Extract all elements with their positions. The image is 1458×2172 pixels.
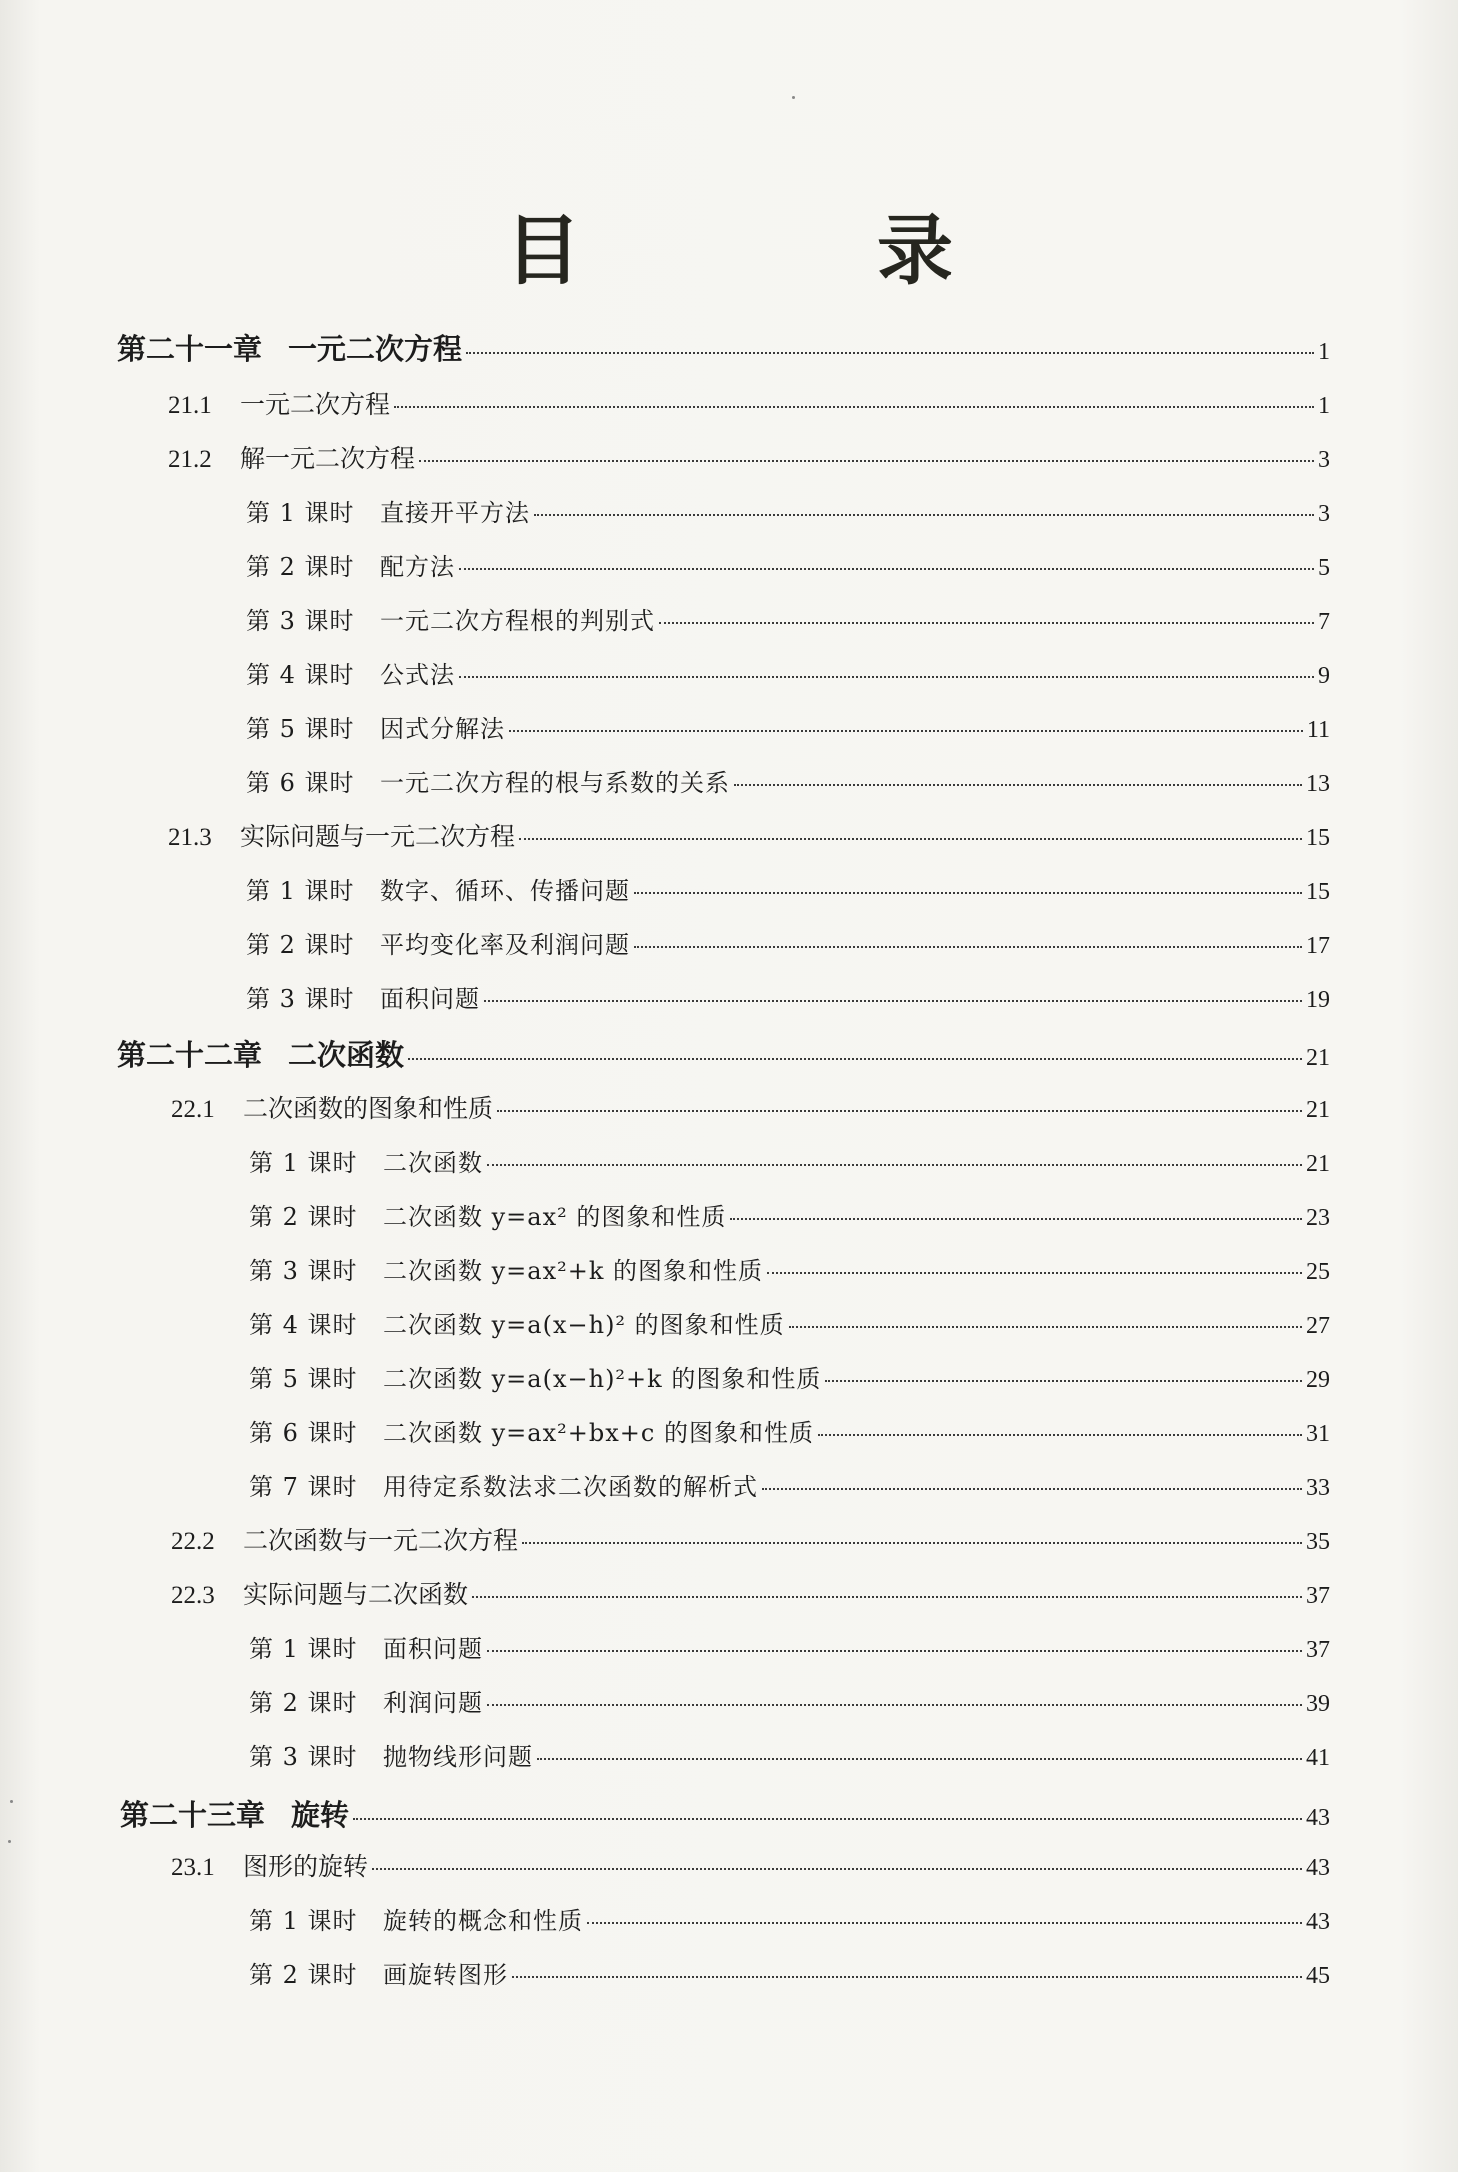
dot-leader: [372, 1868, 1302, 1870]
toc-entry-number: 22.2: [171, 1528, 215, 1555]
toc-lesson: [249, 1737, 1330, 1781]
toc-entry-number: 21.1: [168, 392, 212, 419]
paper-speck: [10, 1800, 13, 1803]
toc-page-number: 5: [1318, 555, 1330, 581]
toc-page-number: 7: [1318, 609, 1330, 635]
toc-lesson: [246, 763, 1330, 807]
toc-entry-title: 面积问题: [383, 1635, 483, 1663]
dot-leader: [762, 1488, 1302, 1490]
toc-page-number: 11: [1306, 717, 1330, 743]
toc-entry-title: 旋转的概念和性质: [383, 1907, 583, 1935]
dot-leader: [472, 1596, 1302, 1598]
toc-section: [171, 1575, 1330, 1619]
toc-entry-title: 数字、循环、传播问题: [380, 877, 630, 905]
toc-page-number: 27: [1306, 1313, 1330, 1339]
toc-chapter: [120, 1793, 1330, 1837]
toc-lesson: [249, 1359, 1330, 1403]
toc-entry-number: 第 3 课时: [249, 1257, 358, 1285]
dot-leader: [825, 1380, 1302, 1382]
toc-lesson: [246, 925, 1330, 969]
toc-page-number: 3: [1318, 501, 1330, 527]
toc-lesson: [249, 1197, 1330, 1241]
toc-page-number: 37: [1306, 1583, 1330, 1609]
dot-leader: [734, 784, 1302, 786]
toc-entry-number: 第二十二章: [117, 1038, 263, 1072]
toc-entry-title: 二次函数的图象和性质: [243, 1094, 494, 1123]
dot-leader: [484, 1000, 1302, 1002]
dot-leader: [587, 1922, 1302, 1924]
toc-entry-number: 第 1 课时: [246, 499, 355, 527]
toc-entry-number: 第 2 课时: [249, 1961, 358, 1989]
toc-entry-title: 二次函数: [383, 1149, 483, 1177]
toc-page-number: 25: [1306, 1259, 1330, 1285]
toc-page-number: 23: [1306, 1205, 1330, 1231]
toc-entry-title: 二次函数与一元二次方程: [243, 1526, 519, 1555]
toc-page-number: 9: [1318, 663, 1330, 689]
dot-leader: [634, 946, 1302, 948]
toc-page-number: 31: [1306, 1421, 1330, 1447]
toc-lesson: [249, 1683, 1330, 1727]
toc-page-number: 43: [1306, 1805, 1330, 1831]
toc-entry-title: 用待定系数法求二次函数的解析式: [383, 1473, 758, 1501]
toc-page-number: 15: [1306, 879, 1330, 905]
paper-speck: [8, 1840, 11, 1843]
dot-leader: [509, 730, 1303, 732]
toc-lesson: [246, 493, 1330, 537]
dot-leader: [534, 514, 1314, 516]
dot-leader: [459, 676, 1314, 678]
toc-entry-number: 第 5 课时: [246, 715, 355, 743]
toc-page-number: 35: [1306, 1529, 1330, 1555]
toc-entry-number: 21.3: [168, 824, 212, 851]
toc-page-number: 17: [1306, 933, 1330, 959]
toc-page-number: 21: [1306, 1097, 1330, 1123]
toc-entry-number: 第 1 课时: [249, 1149, 358, 1177]
toc-entry-number: 21.2: [168, 446, 212, 473]
toc-page-number: 15: [1306, 825, 1330, 851]
dot-leader: [519, 838, 1302, 840]
toc-entry-title: 直接开平方法: [380, 499, 530, 527]
toc-entry-number: 第二十一章: [117, 332, 263, 366]
toc-lesson: [246, 601, 1330, 645]
toc-lesson: [249, 1143, 1330, 1187]
toc-entry-number: 第 7 课时: [249, 1473, 358, 1501]
toc-section: [168, 439, 1330, 483]
toc-entry-number: 第 2 课时: [249, 1203, 358, 1231]
toc-page-number: 33: [1306, 1475, 1330, 1501]
paper-speck: [792, 96, 795, 99]
dot-leader: [659, 622, 1314, 624]
dot-leader: [408, 1058, 1302, 1060]
toc-entry-title: 一元二次方程: [288, 332, 463, 366]
toc-entry-title: 旋转: [291, 1798, 350, 1832]
toc-page-number: 43: [1306, 1909, 1330, 1935]
toc-entry-number: 第 4 课时: [246, 661, 355, 689]
dot-leader: [522, 1542, 1302, 1544]
toc-entry-title: 因式分解法: [380, 715, 505, 743]
toc-entry-title: 实际问题与二次函数: [243, 1580, 469, 1609]
toc-entry-title: 平均变化率及利润问题: [380, 931, 630, 959]
toc-entry-title: 利润问题: [383, 1689, 483, 1717]
toc-page-number: 21: [1306, 1045, 1330, 1071]
dot-leader: [497, 1110, 1302, 1112]
dot-leader: [537, 1758, 1302, 1760]
toc-entry-title: 解一元二次方程: [240, 444, 416, 473]
toc-entry-number: 第 2 课时: [246, 931, 355, 959]
toc-entry-number: 第 1 课时: [249, 1907, 358, 1935]
toc-entry-title: 公式法: [380, 661, 455, 689]
toc-page-number: 43: [1306, 1855, 1330, 1881]
toc-entry-title: 配方法: [380, 553, 455, 581]
toc-entry-number: 23.1: [171, 1854, 215, 1881]
toc-lesson: [249, 1413, 1330, 1457]
page-title: 目 录: [505, 206, 1063, 295]
dot-leader: [789, 1326, 1302, 1328]
toc-entry-number: 第 3 课时: [246, 985, 355, 1013]
toc-entry-title: 二次函数 y=ax² 的图象和性质: [383, 1203, 727, 1231]
toc-page-number: 45: [1306, 1963, 1330, 1989]
toc-section: [171, 1847, 1330, 1891]
toc-page-number: 1: [1318, 339, 1330, 365]
toc-entry-title: 一元二次方程的根与系数的关系: [380, 769, 730, 797]
toc-entry-number: 第 5 课时: [249, 1365, 358, 1393]
dot-leader: [466, 352, 1314, 354]
toc-entry-number: 第 3 课时: [249, 1743, 358, 1771]
toc-page-number: 37: [1306, 1637, 1330, 1663]
dot-leader: [767, 1272, 1302, 1274]
toc-chapter: [117, 1033, 1330, 1077]
toc-entry-title: 二次函数 y=ax²+bx+c 的图象和性质: [383, 1419, 814, 1447]
toc-chapter: [117, 327, 1330, 371]
toc-lesson: [246, 979, 1330, 1023]
toc-entry-title: 画旋转图形: [383, 1961, 508, 1989]
dot-leader: [487, 1650, 1302, 1652]
toc-section: [171, 1089, 1330, 1133]
toc-page-number: 29: [1306, 1367, 1330, 1393]
dot-leader: [487, 1164, 1302, 1166]
toc-page-number: 13: [1306, 771, 1330, 797]
toc-lesson: [249, 1251, 1330, 1295]
dot-leader: [419, 460, 1314, 462]
toc-lesson: [249, 1629, 1330, 1673]
toc-entry-number: 22.1: [171, 1096, 215, 1123]
toc-lesson: [249, 1305, 1330, 1349]
toc-entry-title: 二次函数: [288, 1038, 405, 1072]
dot-leader: [730, 1218, 1302, 1220]
toc-entry-number: 第 6 课时: [246, 769, 355, 797]
toc-lesson: [246, 655, 1330, 699]
toc-entry-title: 一元二次方程根的判别式: [380, 607, 655, 635]
toc-page-number: 1: [1318, 393, 1330, 419]
toc-entry-title: 一元二次方程: [240, 390, 391, 419]
toc-entry-title: 二次函数 y=a(x−h)² 的图象和性质: [383, 1311, 785, 1339]
toc-entry-number: 第 1 课时: [249, 1635, 358, 1663]
toc-lesson: [246, 709, 1330, 753]
toc-entry-number: 第 6 课时: [249, 1419, 358, 1447]
toc-entry-number: 第 1 课时: [246, 877, 355, 905]
toc-entry-number: 第 2 课时: [249, 1689, 358, 1717]
toc-entry-number: 第二十三章: [120, 1798, 266, 1832]
toc-entry-number: 22.3: [171, 1582, 215, 1609]
toc-entry-number: 第 2 课时: [246, 553, 355, 581]
dot-leader: [818, 1434, 1302, 1436]
toc-entry-title: 图形的旋转: [243, 1852, 369, 1881]
toc-lesson: [246, 871, 1330, 915]
toc-lesson: [249, 1467, 1330, 1511]
toc-section: [168, 817, 1330, 861]
toc-entry-title: 面积问题: [380, 985, 480, 1013]
dot-leader: [512, 1976, 1302, 1978]
toc-entry-number: 第 3 课时: [246, 607, 355, 635]
toc-lesson: [249, 1955, 1330, 1999]
toc-entry-number: 第 4 课时: [249, 1311, 358, 1339]
toc-page-number: 41: [1306, 1745, 1330, 1771]
toc-entry-title: 二次函数 y=ax²+k 的图象和性质: [383, 1257, 764, 1285]
dot-leader: [353, 1818, 1302, 1820]
dot-leader: [394, 406, 1314, 408]
toc-entry-title: 二次函数 y=a(x−h)²+k 的图象和性质: [383, 1365, 822, 1393]
toc-lesson: [249, 1901, 1330, 1945]
toc-page-number: 3: [1318, 447, 1330, 473]
toc-page-number: 19: [1306, 987, 1330, 1013]
toc-section: [168, 385, 1330, 429]
toc-page-number: 21: [1306, 1151, 1330, 1177]
toc-section: [171, 1521, 1330, 1565]
toc-entry-title: 抛物线形问题: [383, 1743, 533, 1771]
toc-page-number: 39: [1306, 1691, 1330, 1717]
dot-leader: [487, 1704, 1302, 1706]
dot-leader: [459, 568, 1314, 570]
dot-leader: [634, 892, 1302, 894]
toc-entry-title: 实际问题与一元二次方程: [240, 822, 516, 851]
toc-lesson: [246, 547, 1330, 591]
